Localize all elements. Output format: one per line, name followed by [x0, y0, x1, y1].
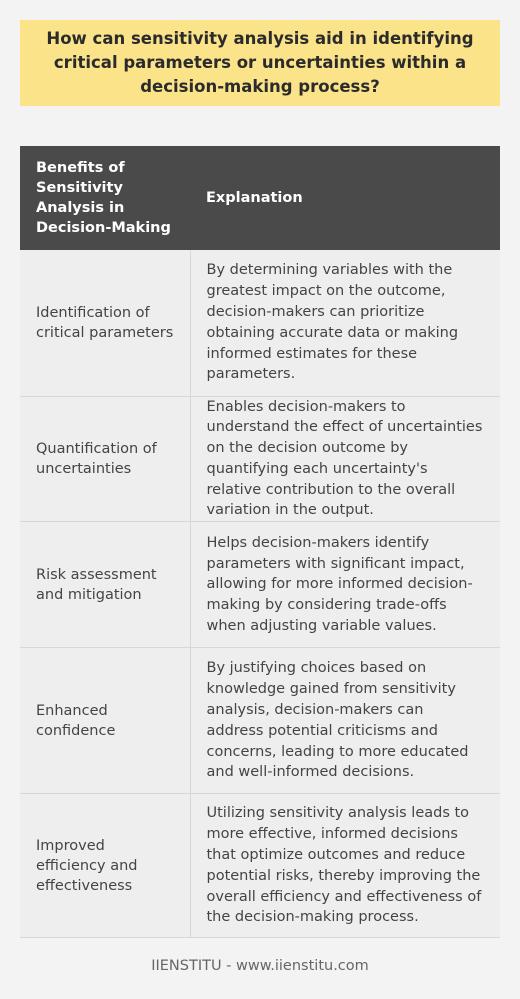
- table-row: [20, 648, 500, 794]
- explanation-cell: Utilizing sensitivity analysis leads to more effective, informed decisions that optimize outcomes and reduce potential risks, thereby improving the overall efficiency and effectiveness of the decision-making process.: [190, 794, 500, 938]
- table-header-row: [20, 146, 500, 250]
- benefit-cell: Identification of critical parameters: [20, 250, 190, 396]
- explanation-cell: By justifying choices based on knowledge gained from sensitivity analysis, decision-makers can address potential criticisms and concerns, leading to more educated and well-informed decisions.: [190, 648, 500, 794]
- explanation-cell: Enables decision-makers to understand the effect of uncertainties on the decision outcome by quantifying each uncertainty's relative contribution to the overall variation in the output.: [190, 396, 500, 522]
- question-banner: [20, 20, 500, 106]
- header-benefits: Benefits of Sensitivity Analysis in Decision-Making: [20, 146, 190, 250]
- benefit-cell: Improved efficiency and effectiveness: [20, 794, 190, 938]
- explanation-cell: Helps decision-makers identify parameters with significant impact, allowing for more informed decision-making by considering trade-offs when adjusting variable values.: [190, 522, 500, 648]
- header-explanation: Explanation: [190, 146, 500, 250]
- footer-credit: IIENSTITU - www.iienstitu.com: [151, 958, 369, 974]
- explanation-cell: By determining variables with the greatest impact on the outcome, decision-makers can prioritize obtaining accurate data or making informed estimates for these parameters.: [190, 250, 500, 396]
- question-title: How can sensitivity analysis aid in identifying critical parameters or uncertainties within a decision-making process?: [46, 29, 474, 96]
- table-row: [20, 396, 500, 522]
- benefit-cell: Risk assessment and mitigation: [20, 522, 190, 648]
- benefit-cell: Quantification of uncertainties: [20, 396, 190, 522]
- benefit-cell: Enhanced confidence: [20, 648, 190, 794]
- table-row: [20, 250, 500, 396]
- table-row: [20, 522, 500, 648]
- table-row: [20, 794, 500, 938]
- benefits-table: [20, 146, 500, 938]
